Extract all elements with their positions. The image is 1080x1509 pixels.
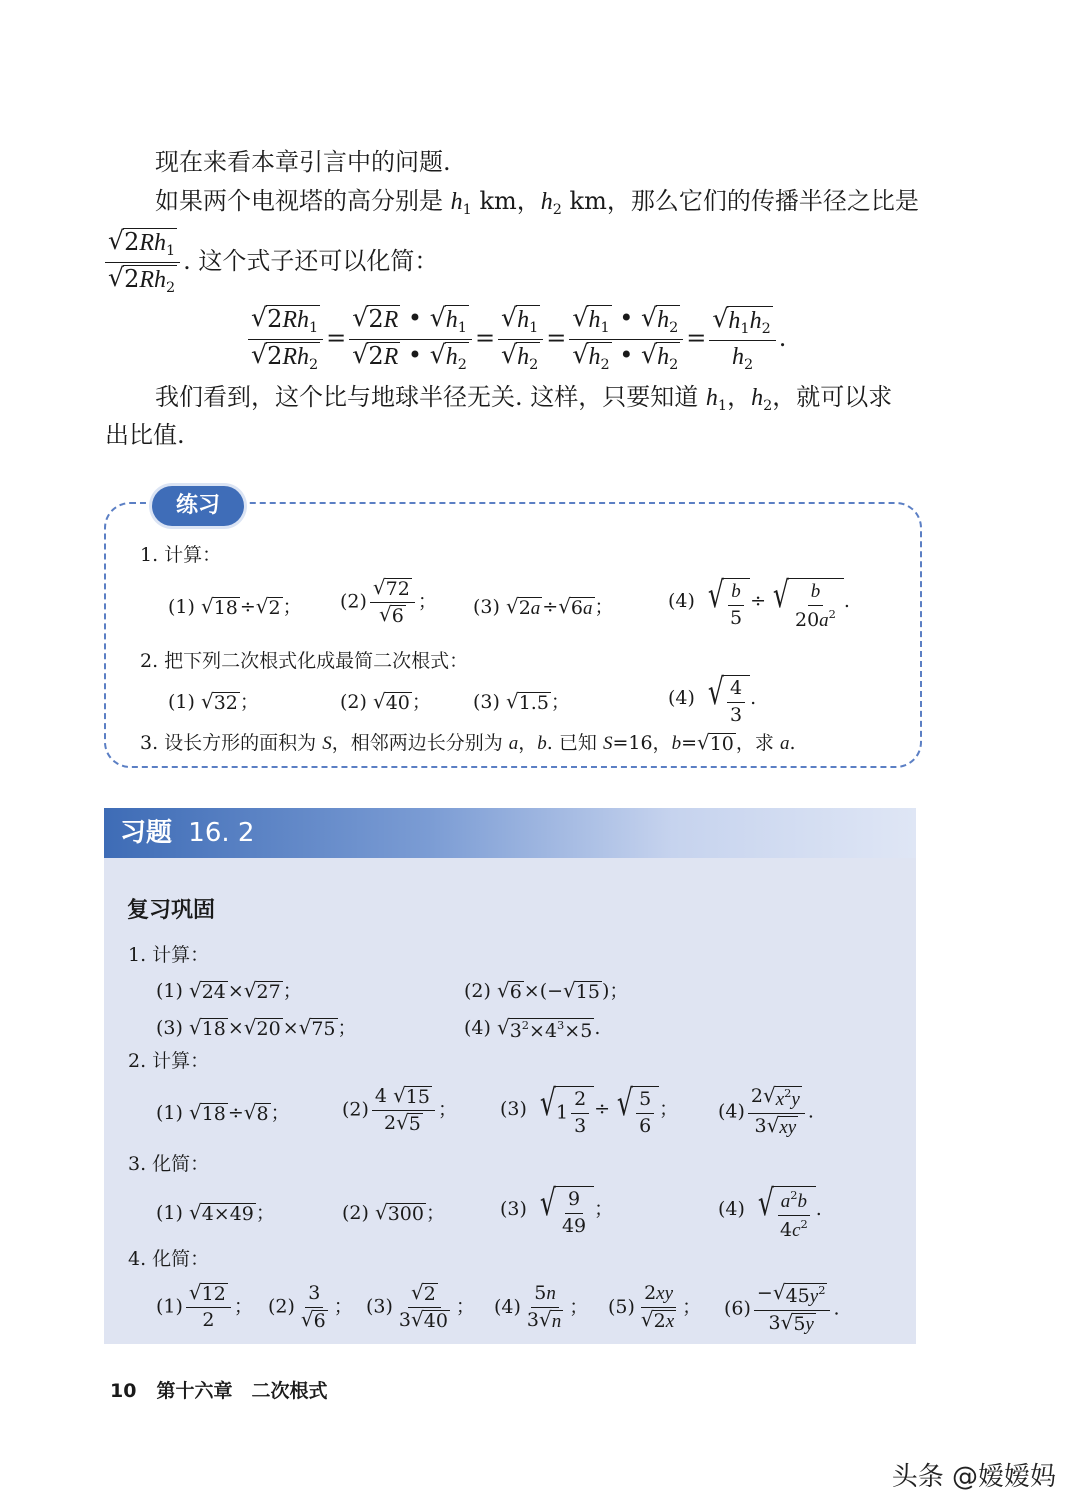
practice-q1-items: (1) √ 18 ÷ √ 2 ； (2) √ 72 √ 6 ； (3) √ 2a ÷ √ 6a ； (4) √ $\frac{b}{5}$ ÷ √ $\frac{b}{20a^2}$ .: [168, 574, 850, 631]
intro-line-1: 现在来看本章引言中的问题.: [155, 148, 451, 176]
exercise-header-number: 16. 2: [188, 818, 255, 848]
page-footer: [110, 1376, 328, 1403]
exercise-q2-title: 2. 计算：: [128, 1050, 210, 1072]
exercise-q4-title: 4. 化简：: [128, 1248, 210, 1270]
exercise-q1-item-3: (3) √ 18 × √ 20 × √ 75 ；: [156, 1015, 357, 1040]
practice-q3: 3. 设长方形的面积为 S，相邻两边长分别为 a，b. 已知 S=16，b= √ 10 ，求 a.: [140, 730, 796, 755]
page-number: 10: [110, 1380, 137, 1402]
exercise-header: [104, 808, 916, 858]
intro-line-2: 如果两个电视塔的高分别是 $h_1$ km，$h_2$ km，那么它们的传播半径之比是: [155, 187, 919, 219]
practice-q2-title: 2. 把下列二次根式化成最简二次根式：: [140, 650, 469, 672]
exercise-q3-items: (1) √ 4×49 ； (2) √ 300 ； (3) √ $\frac{9}{49}$ ； (4) √ $\frac{a^2b}{4c^2}$ .: [156, 1182, 822, 1241]
chapter-title: 第十六章 二次根式: [156, 1380, 328, 1402]
practice-q1-title: 1. 计算：: [140, 544, 222, 566]
practice-tab: 练习: [152, 486, 244, 526]
watermark-text: 头条 @嫒嫒妈: [891, 1462, 1056, 1492]
ratio-fraction: √ $2Rh_1$ √ $2Rh_2$: [105, 228, 180, 297]
exercise-q1-item-4: (4) √ $3^2\times 4^3\times 5$ .: [464, 1015, 601, 1042]
intro-line-4: 我们看到，这个比与地球半径无关. 这样，只要知道 $h_1$，$h_2$，就可以求: [155, 383, 893, 415]
intro-line-5: 出比值.: [105, 421, 185, 449]
exercise-section-title: 复习巩固: [127, 898, 216, 923]
simplification-equation: √ $2Rh_1$ √ $2Rh_2$ = √ 2R • √ $h_1$ √ 2R • √ $h_2$ = √ $h_1$ √ $h_2$ = √ $h_1$ • √ $h_2$ √ $h_2$ • √ $h_2$ = √ $h_1h_2$ $h_2$ .: [245, 305, 786, 374]
intro-ratio-line: √ $2Rh_1$ √ $2Rh_2$ . 这个式子还可以化简：: [102, 228, 438, 297]
exercise-q3-title: 3. 化简：: [128, 1153, 210, 1175]
practice-q2-items: (1) √ 32 ； (2) √ 40 ； (3) √ 1.5 ； (4) √ $\frac{4}{3}$ .: [168, 671, 757, 726]
exercise-q1-title: 1. 计算：: [128, 944, 210, 966]
exercise-header-title: 习题: [120, 818, 173, 848]
exercise-q2-items: (1) √ 18 ÷ √ 8 ； (2) 4 √ 15 2 √ 5 ； (3) √ 1 $\frac{2}{3}$ ÷ √ $\frac{5}{6}$ ； (4) 2 √ $x^2y$ 3 √ xy .: [156, 1082, 814, 1138]
exercise-q1-item-2: (2) √ 6 ×(− √ 15 )；: [464, 978, 629, 1003]
exercise-q4-items: (1) √ 12 2 ； (2) 3 √ 6 ； (3) √ 2 3 √ 40 ； (4) 5n 3 √ n ； (5) 2xy √ 2x ； (6) − √ $45y^2$ 3 √ 5y .: [156, 1280, 840, 1335]
exercise-q1-item-1: (1) √ 24 × √ 27 ；: [156, 978, 302, 1003]
